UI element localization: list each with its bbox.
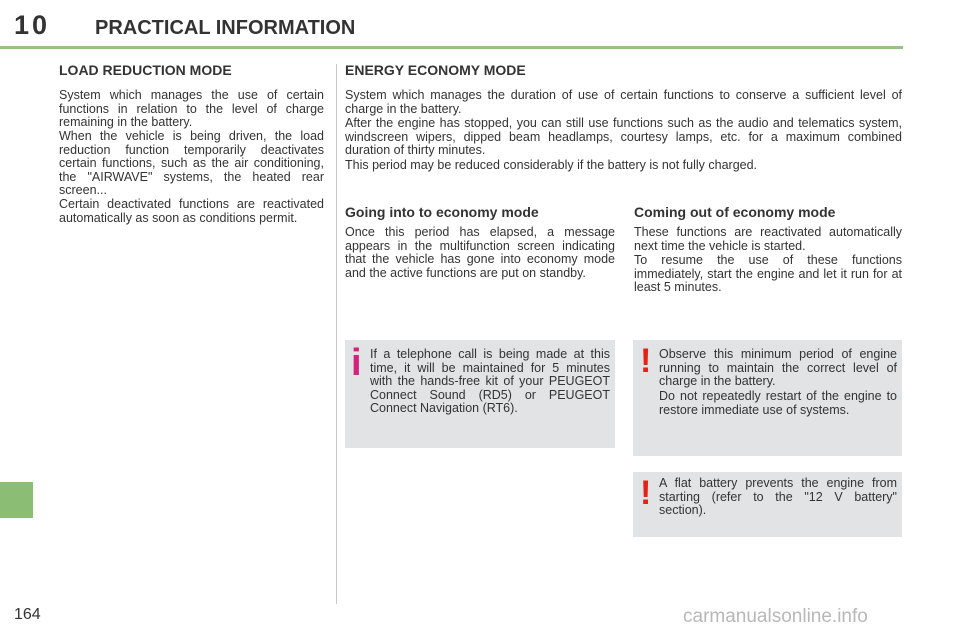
going-into-paragraph: Once this period has elapsed, a message appears in the multifunction screen indicating that the vehicle has gone into economy mode and the active functions are put on standby. — [345, 225, 615, 280]
coming-out-paragraph-1: These functions are reactivated automatically next time the vehicle is started. — [634, 225, 902, 253]
load-reduction-paragraph-3: Certain deactivated functions are reactivated automatically as soon as conditions permit. — [59, 197, 324, 225]
info-box-text: If a telephone call is being made at this time, it will be maintained for 5 minutes with the hands-free kit of your PEUGEOT Connect Sound (RD5) or PEUGEOT Connect Navigation (RT6). — [370, 347, 610, 416]
energy-economy-paragraph-3: This period may be reduced considerably if the battery is not fully charged. — [345, 158, 758, 172]
load-reduction-paragraph-2: When the vehicle is being driven, the load reduction function temporarily deactivates certain functions, such as the air conditioning, the "AIRWAVE" systems, the heated rear screen... — [59, 129, 324, 198]
chapter-title: PRACTICAL INFORMATION — [95, 17, 356, 39]
warning-box-minimum-period — [633, 340, 902, 456]
warning-icon: ! — [640, 474, 652, 512]
info-icon: i — [351, 342, 362, 384]
load-reduction-paragraph-1: System which manages the use of certain functions in relation to the level of charge remaining in the battery. — [59, 88, 324, 130]
coming-out-paragraph-2: To resume the use of these functions immediately, start the engine and let it run for at least 5 minutes. — [634, 253, 902, 295]
warning-icon: ! — [640, 342, 652, 380]
load-reduction-heading: LOAD REDUCTION MODE — [59, 62, 232, 78]
going-into-heading: Going into to economy mode — [345, 204, 539, 220]
page-number: 164 — [14, 606, 41, 623]
info-box — [345, 340, 615, 448]
coming-out-heading: Coming out of economy mode — [634, 204, 836, 220]
header-rule — [0, 46, 903, 49]
energy-economy-paragraph-1: System which manages the duration of use of certain functions to conserve a sufficient level of charge in the battery. — [345, 88, 902, 116]
chapter-number: 10 — [14, 10, 51, 40]
column-divider — [336, 64, 337, 604]
warning-box-2-text: A flat battery prevents the engine from starting (refer to the "12 V battery" section). — [659, 476, 897, 518]
warning-box-1-paragraph-2: Do not repeatedly restart of the engine to restore immediate use of systems. — [659, 389, 897, 417]
energy-economy-heading: ENERGY ECONOMY MODE — [345, 62, 526, 78]
warning-box-1-paragraph-1: Observe this minimum period of engine running to maintain the correct level of charge in the battery. — [659, 347, 897, 389]
warning-box-flat-battery — [633, 472, 902, 537]
energy-economy-paragraph-2: After the engine has stopped, you can still use functions such as the audio and telematics system, windscreen wipers, dipped beam headlamps, courtesy lamps, etc. for a maximum combined duration of thirty minutes. — [345, 116, 902, 158]
chapter-side-tab — [0, 482, 33, 518]
watermark: carmanualsonline.info — [683, 606, 868, 627]
